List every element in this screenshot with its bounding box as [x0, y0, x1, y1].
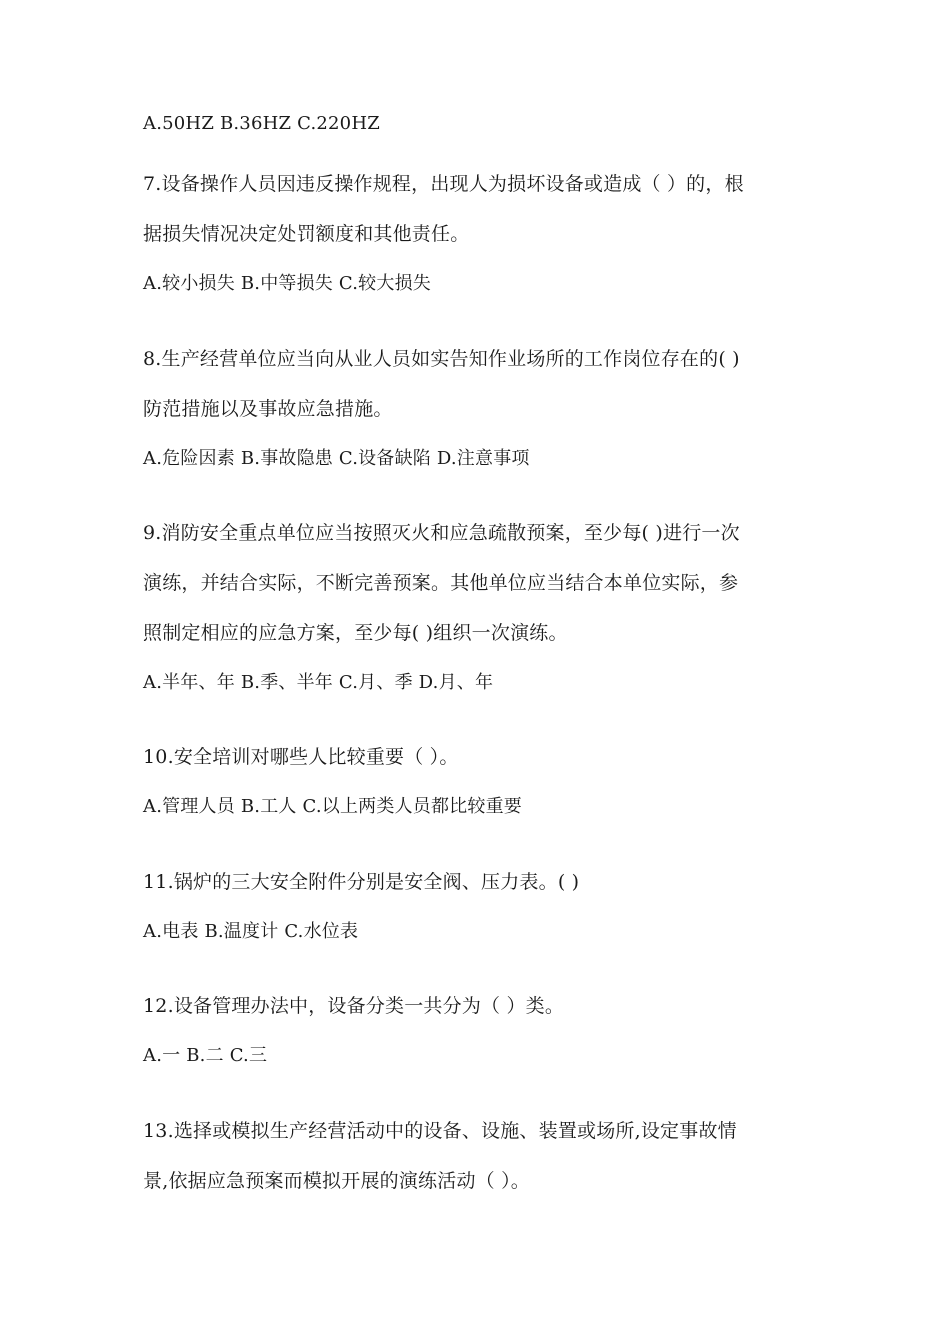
q8-text-line-1: 8.生产经营单位应当向从业人员如实告知作业场所的工作岗位存在的( ): [143, 348, 740, 370]
q12-text: 12.设备管理办法中，设备分类一共分为（ ）类。: [143, 995, 565, 1017]
q13-text-line-2: 景,依据应急预案而模拟开展的演练活动（ ）。: [143, 1170, 530, 1192]
q7-text-line-1: 7.设备操作人员因违反操作规程，出现人为损坏设备或造成（ ）的，根: [143, 173, 744, 195]
q13-text-line-1: 13.选择或模拟生产经营活动中的设备、设施、装置或场所,设定事故情: [143, 1120, 737, 1142]
q6-options: A.50HZ B.36HZ C.220HZ: [143, 113, 380, 134]
q11-text: 11.锅炉的三大安全附件分别是安全阀、压力表。( ): [143, 871, 580, 893]
q11-options: A.电表 B.温度计 C.水位表: [143, 921, 359, 942]
q8-text-line-2: 防范措施以及事故应急措施。: [143, 398, 393, 420]
q12-options: A.一 B.二 C.三: [143, 1045, 268, 1066]
q9-text-line-1: 9.消防安全重点单位应当按照灭火和应急疏散预案，至少每( )进行一次: [143, 522, 740, 544]
q10-options: A.管理人员 B.工人 C.以上两类人员都比较重要: [143, 796, 522, 817]
q9-text-line-3: 照制定相应的应急方案，至少每( )组织一次演练。: [143, 622, 568, 644]
q9-text-line-2: 演练，并结合实际，不断完善预案。其他单位应当结合本单位实际，参: [143, 572, 739, 594]
q9-options: A.半年、年 B.季、半年 C.月、季 D.月、年: [143, 672, 494, 693]
q10-text: 10.安全培训对哪些人比较重要（ ）。: [143, 746, 459, 768]
q7-options: A.较小损失 B.中等损失 C.较大损失: [143, 273, 431, 294]
q8-options: A.危险因素 B.事故隐患 C.设备缺陷 D.注意事项: [143, 448, 530, 469]
q7-text-line-2: 据损失情况决定处罚额度和其他责任。: [143, 223, 470, 245]
